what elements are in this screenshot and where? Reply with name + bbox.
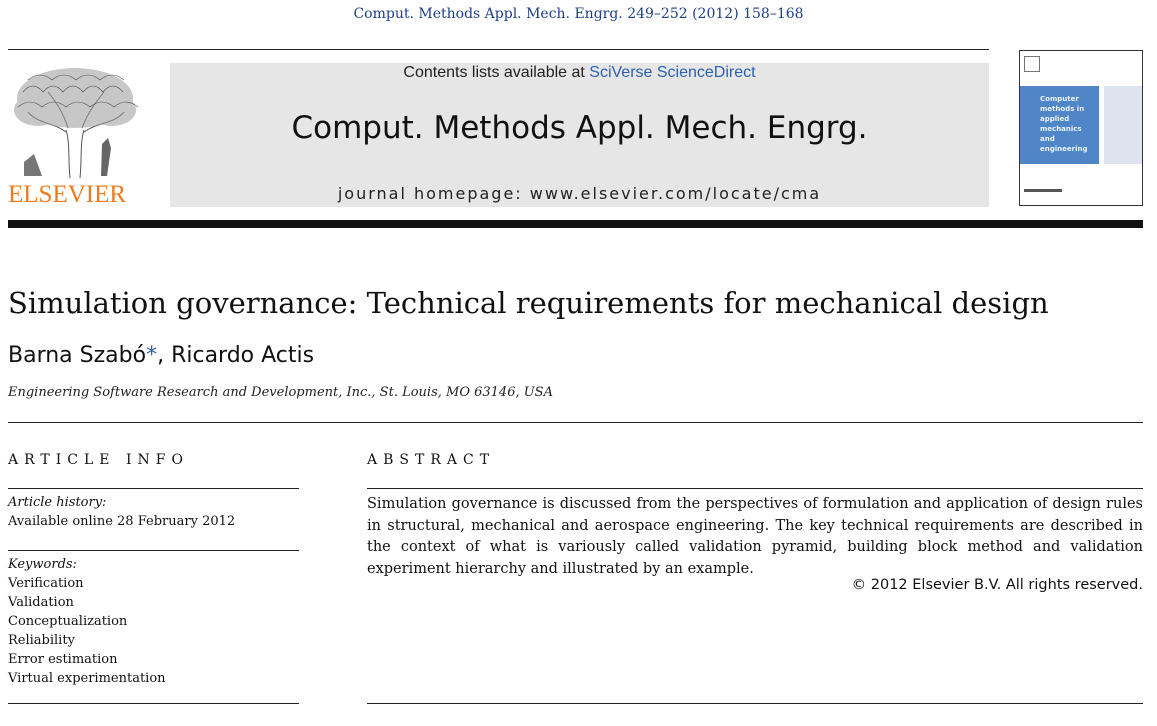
journal-citation: Comput. Methods Appl. Mech. Engrg. 249–252 (2012) 158–168 xyxy=(353,6,804,22)
journal-title: Comput. Methods Appl. Mech. Engrg. xyxy=(291,110,868,146)
author-list xyxy=(8,343,314,368)
cover-title-line: applied xyxy=(1040,115,1070,123)
author-name[interactable]: Barna Szabó xyxy=(8,343,147,368)
elsevier-tree-logo-icon xyxy=(8,62,142,180)
abstract-bottom-rule xyxy=(367,703,1143,704)
cover-title-line: and xyxy=(1040,135,1055,143)
keyword-item[interactable]: Validation xyxy=(8,595,74,610)
author-separator: , xyxy=(157,343,172,368)
cover-title-line: mechanics xyxy=(1040,125,1082,133)
cover-title-line: Computer xyxy=(1040,95,1079,103)
article-history-label: Article history: xyxy=(8,495,107,510)
header-divider xyxy=(8,49,989,50)
keywords-label: Keywords: xyxy=(8,557,77,572)
abstract-rule xyxy=(367,488,1143,489)
keyword-item[interactable]: Reliability xyxy=(8,633,75,648)
author-affiliation: Engineering Software Research and Development, Inc., St. Louis, MO 63146, USA xyxy=(8,385,553,400)
cover-publisher-icon xyxy=(1024,56,1040,72)
elsevier-wordmark: ELSEVIER xyxy=(8,181,127,208)
copyright-notice: © 2012 Elsevier B.V. All rights reserved. xyxy=(851,577,1143,593)
cover-title xyxy=(1040,94,1098,154)
contents-availability xyxy=(170,64,989,82)
article-history-value: Available online 28 February 2012 xyxy=(8,514,236,529)
cover-title-line: engineering xyxy=(1040,145,1088,153)
keyword-item[interactable]: Error estimation xyxy=(8,652,118,667)
sciencedirect-link[interactable]: SciVerse ScienceDirect xyxy=(589,64,756,81)
article-info-rule xyxy=(8,488,299,489)
keyword-item[interactable]: Conceptualization xyxy=(8,614,128,629)
contents-prefix: Contents lists available at xyxy=(403,64,590,81)
keywords-rule xyxy=(8,550,299,551)
cover-side-panel xyxy=(1104,86,1142,164)
banner-thick-rule xyxy=(8,220,1143,228)
author-name[interactable]: Ricardo Actis xyxy=(171,343,315,368)
abstract-text: Simulation governance is discussed from the perspectives of formulation and application of design rules in structural, mechanical and aerospace engineering. The key technical requirements are described in the context of what is variously called validation pyramid, building block method and validation experiment hierarchy and illustrated by an example. xyxy=(367,496,1143,577)
article-title: Simulation governance: Technical requirements for mechanical design xyxy=(8,286,1049,320)
corresponding-author-mark[interactable]: * xyxy=(146,343,158,368)
journal-homepage-link[interactable]: journal homepage: www.elsevier.com/locate/cma xyxy=(337,184,822,203)
cover-title-line: methods in xyxy=(1040,105,1085,113)
article-info-heading: ARTICLE INFO xyxy=(8,452,189,468)
cover-footer-strip xyxy=(1024,189,1062,192)
keywords-list xyxy=(8,574,166,688)
abstract-heading: ABSTRACT xyxy=(367,452,496,468)
keyword-item[interactable]: Virtual experimentation xyxy=(8,671,166,686)
keyword-item[interactable]: Verification xyxy=(8,576,84,591)
article-info-bottom-rule xyxy=(8,703,299,704)
section-divider xyxy=(8,422,1143,423)
